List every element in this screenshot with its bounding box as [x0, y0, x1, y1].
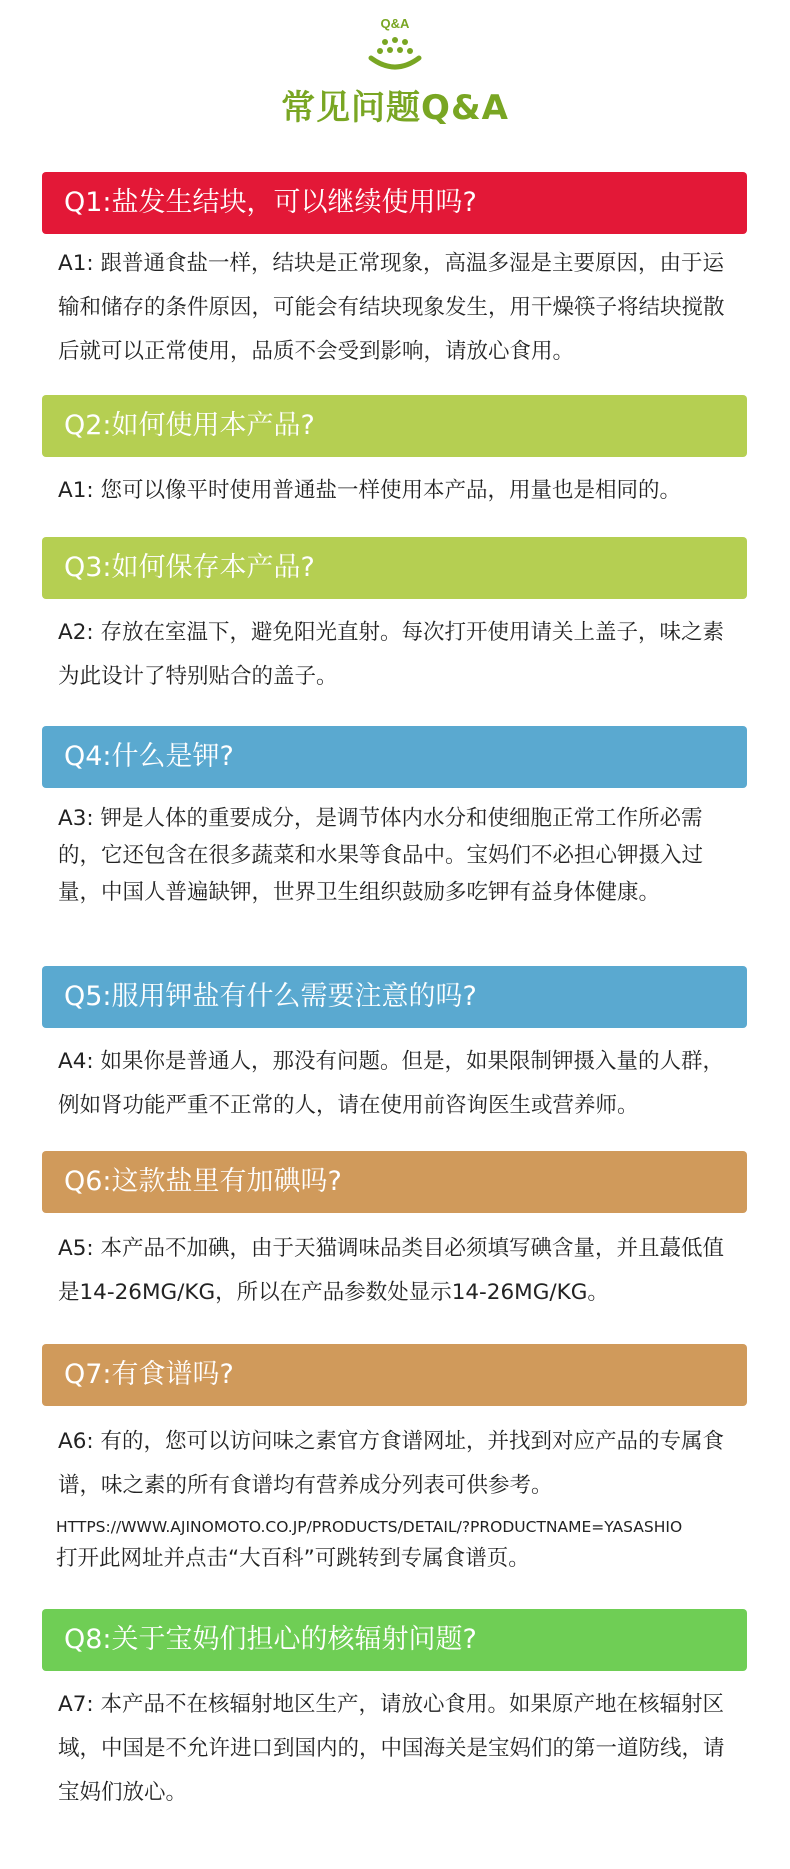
answer-text-8: A7: 本产品不在核辐射地区生产，请放心食用。如果原产地在核辐射区域，中国是不允许进口到国内的，中国海关是宝妈们的第一道防线，请宝妈们放心。 [58, 1692, 725, 1805]
recipe-url: HTTPS://WWW.AJINOMOTO.CO.JP/PRODUCTS/DETAIL/?PRODUCTNAME=YASASHIO [56, 1518, 683, 1536]
page-title: 常见问题Q&A [281, 88, 509, 128]
answer-text-5: A4: 如果你是普通人，那没有问题。但是，如果限制钾摄入量的人群，例如肾功能严重不正常的人，请在使用前咨询医生或营养师。 [58, 1049, 724, 1118]
qa-item-4 [42, 726, 747, 911]
question-bar-1: Q1:盐发生结块，可以继续使用吗? [42, 172, 747, 234]
qa-item-5 [42, 966, 747, 1128]
qa-item-3 [42, 537, 747, 699]
question-bar-2: Q2:如何使用本产品? [42, 395, 747, 457]
answer-text-3: A2: 存放在室温下，避免阳光直射。每次打开使用请关上盖子，味之素为此设计了特别贴合的盖子。 [58, 620, 724, 689]
question-bar-5: Q5:服用钾盐有什么需要注意的吗? [42, 966, 747, 1028]
qa-bowl-icon [355, 14, 435, 78]
qa-item-6 [42, 1151, 747, 1315]
qa-item-1 [42, 172, 747, 374]
question-bar-7: Q7:有食谱吗? [42, 1344, 747, 1406]
answer-text-4: A3: 钾是人体的重要成分，是调节体内水分和使细胞正常工作所必需的，它还包含在很多蔬菜和水果等食品中。宝妈们不必担心钾摄入过量，中国人普遍缺钾，世界卫生组织鼓励多吃钾有益身体健康。 [58, 806, 704, 905]
answer-text-1: A1: 跟普通食盐一样，结块是正常现象，高温多湿是主要原因，由于运输和储存的条件原因，可能会有结块现象发生，用干燥筷子将结块搅散后就可以正常使用，品质不会受到影响，请放心食用。 [58, 251, 725, 364]
answer-text-2: A1: 您可以像平时使用普通盐一样使用本产品，用量也是相同的。 [58, 478, 681, 503]
answer-text-6: A5: 本产品不加碘，由于天猫调味品类目必须填写碘含量，并且蕞低值是14-26MG/KG，所以在产品参数处显示14-26MG/KG。 [58, 1236, 724, 1305]
qa-item-2 [42, 395, 747, 513]
recipe-url-note: 打开此网址并点击“大百科”可跳转到专属食谱页。 [56, 1546, 530, 1571]
qa-item-8 [42, 1609, 747, 1815]
question-bar-6: Q6:这款盐里有加碘吗? [42, 1151, 747, 1213]
qa-logo [0, 14, 790, 134]
qa-item-7 [42, 1344, 747, 1576]
logo-text: Q&A [380, 16, 410, 31]
answer-text-7: A6: 有的，您可以访问味之素官方食谱网址，并找到对应产品的专属食谱，味之素的所有食谱均有营养成分列表可供参考。 [58, 1429, 724, 1498]
question-bar-8: Q8:关于宝妈们担心的核辐射问题? [42, 1609, 747, 1671]
question-bar-4: Q4:什么是钾? [42, 726, 747, 788]
question-bar-3: Q3:如何保存本产品? [42, 537, 747, 599]
